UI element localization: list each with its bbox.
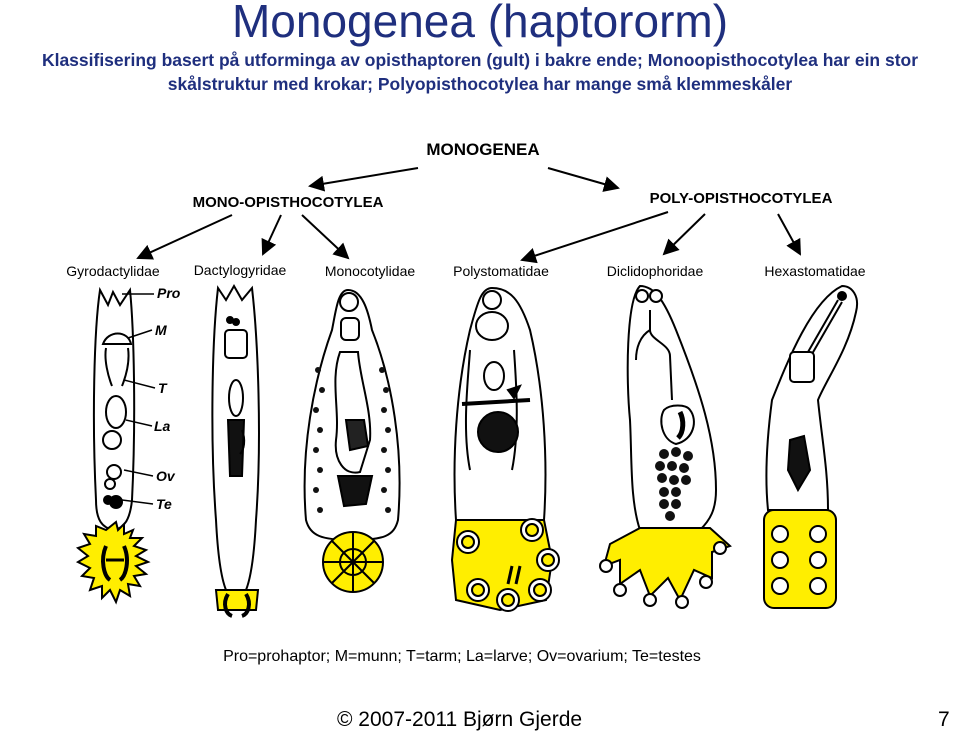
part-label-t: T <box>158 380 167 396</box>
part-label-ov: Ov <box>156 468 175 484</box>
part-label-m: M <box>155 322 167 338</box>
page-number: 7 <box>938 708 950 731</box>
polystomatidae-illustration <box>452 288 559 611</box>
family-label-polystomatidae: Polystomatidae <box>453 263 549 279</box>
part-label-te: Te <box>156 496 172 512</box>
part-label-pro: Pro <box>157 285 181 301</box>
group-label-poly: POLY-OPISTHOCOTYLEA <box>649 190 833 207</box>
tree-arrows <box>138 168 800 260</box>
gyrodactylidae-illustration <box>78 290 148 602</box>
root-label: MONOGENEA <box>426 140 540 159</box>
slide-title: Monogenea (haptororm) <box>231 0 729 47</box>
gyrodactylidae-part-labels <box>154 285 181 512</box>
part-label-la: La <box>154 418 171 434</box>
hexastomatidae-illustration <box>764 286 857 608</box>
family-label-monocotylidae: Monocotylidae <box>324 263 416 279</box>
abbreviation-legend: Pro=prohaptor; M=munn; T=tarm; La=larve; Ov=ovarium; Te=testes <box>223 648 701 665</box>
slide-subtitle: Klassifisering basert på utforminga av opisthaptoren (gult) i bakre ende; Monoopisthocotylea har ein stor skålstruktur med krokar; Polyopisthocotylea har mange små klemmeskåler <box>41 50 919 94</box>
family-label-hexastomatidae: Hexastomatidae <box>764 263 866 279</box>
family-label-diclidophoridae: Diclidophoridae <box>606 263 704 279</box>
monocotylidae-illustration <box>305 290 400 592</box>
family-label-gyrodactylidae: Gyrodactylidae <box>66 263 160 279</box>
dactylogyridae-illustration <box>212 286 259 616</box>
copyright-notice: © 2007-2011 Bjørn Gjerde <box>337 708 583 731</box>
family-label-dactylogyridae: Dactylogyridae <box>193 262 287 278</box>
diclidophoridae-illustration <box>600 286 730 608</box>
group-label-mono: MONO-OPISTHOCOTYLEA <box>192 194 384 211</box>
